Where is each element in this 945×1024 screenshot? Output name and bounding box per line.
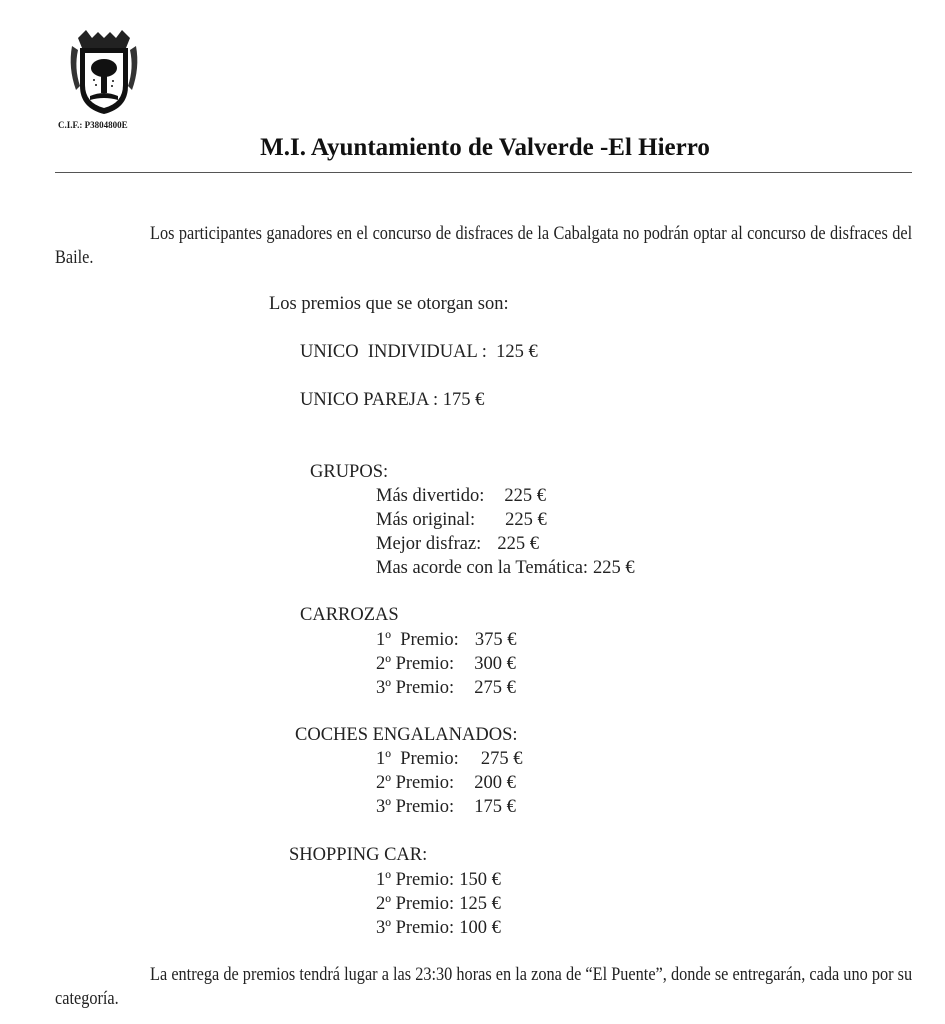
coches-heading: COCHES ENGALANADOS: [295, 725, 518, 745]
closing-paragraph-text: La entrega de premios tendrá lugar a las 23:30 horas en la zona de “El Puente”, donde se entregarán, cada uno por su categoría. [55, 965, 913, 1009]
prize-label: 1º Premio: [376, 749, 459, 769]
prize-amount: 225 € [593, 558, 635, 578]
prize-unico-individual: UNICO INDIVIDUAL : 125 € [300, 342, 538, 362]
prize-amount: 300 € [474, 654, 516, 674]
prize-amount: 225 € [505, 510, 547, 530]
prize-amount: 100 € [459, 918, 501, 938]
intro-paragraph-text: Los participantes ganadores en el concurso de disfraces de la Cabalgata no podrán optar al concurso de disfraces del Baile. [55, 224, 913, 268]
prize-unico-pareja: UNICO PAREJA : 175 € [300, 390, 485, 410]
prize-label: Más divertido: [376, 486, 485, 506]
grupos-item [376, 486, 546, 507]
grupos-item [376, 558, 635, 579]
prize-label: 2º Premio: [376, 773, 455, 793]
carrozas-heading: CARROZAS [300, 605, 399, 625]
intro-paragraph [55, 222, 912, 270]
prize-label: Mejor disfraz: [376, 534, 482, 554]
shopping-item [376, 870, 501, 891]
prize-amount: 375 € [474, 630, 517, 650]
prize-amount: 125 € [459, 894, 501, 914]
carrozas-item [376, 654, 516, 675]
prize-amount: 275 € [474, 678, 516, 698]
prize-amount: 150 € [459, 870, 501, 890]
prize-amount: 225 € [497, 534, 539, 554]
carrozas-item [376, 678, 516, 699]
prize-label: 3º Premio: [376, 678, 455, 698]
shopping-item [376, 918, 501, 939]
prize-label: 2º Premio: [376, 654, 455, 674]
shopping-heading: SHOPPING CAR: [289, 845, 428, 865]
carrozas-item [376, 630, 516, 651]
header-divider [55, 172, 912, 173]
prize-label: Más original: [376, 510, 476, 530]
prize-label: Mas acorde con la Temática: [376, 558, 589, 578]
coat-of-arms-icon [68, 28, 140, 118]
prize-amount: 275 € [480, 749, 523, 769]
prizes-intro: Los premios que se otorgan son: [269, 294, 509, 314]
closing-paragraph [55, 963, 912, 1011]
coches-item [376, 749, 522, 770]
shopping-item [376, 894, 501, 915]
prize-label: 3º Premio: [376, 918, 455, 938]
coches-item [376, 773, 516, 794]
coches-item [376, 797, 516, 818]
prize-label: 3º Premio: [376, 797, 455, 817]
prize-label: 2º Premio: [376, 894, 455, 914]
grupos-item [376, 510, 547, 531]
prize-label: 1º Premio: [376, 870, 455, 890]
prize-amount: 200 € [474, 773, 516, 793]
grupos-heading: GRUPOS: [310, 462, 389, 482]
prize-amount: 175 € [474, 797, 516, 817]
prize-label: 1º Premio: [376, 630, 459, 650]
grupos-item [376, 534, 539, 555]
cif-label: C.I.F.: P3804800E [58, 120, 128, 130]
prize-amount: 225 € [504, 486, 547, 506]
page-title: M.I. Ayuntamiento de Valverde -El Hierro [260, 134, 710, 161]
